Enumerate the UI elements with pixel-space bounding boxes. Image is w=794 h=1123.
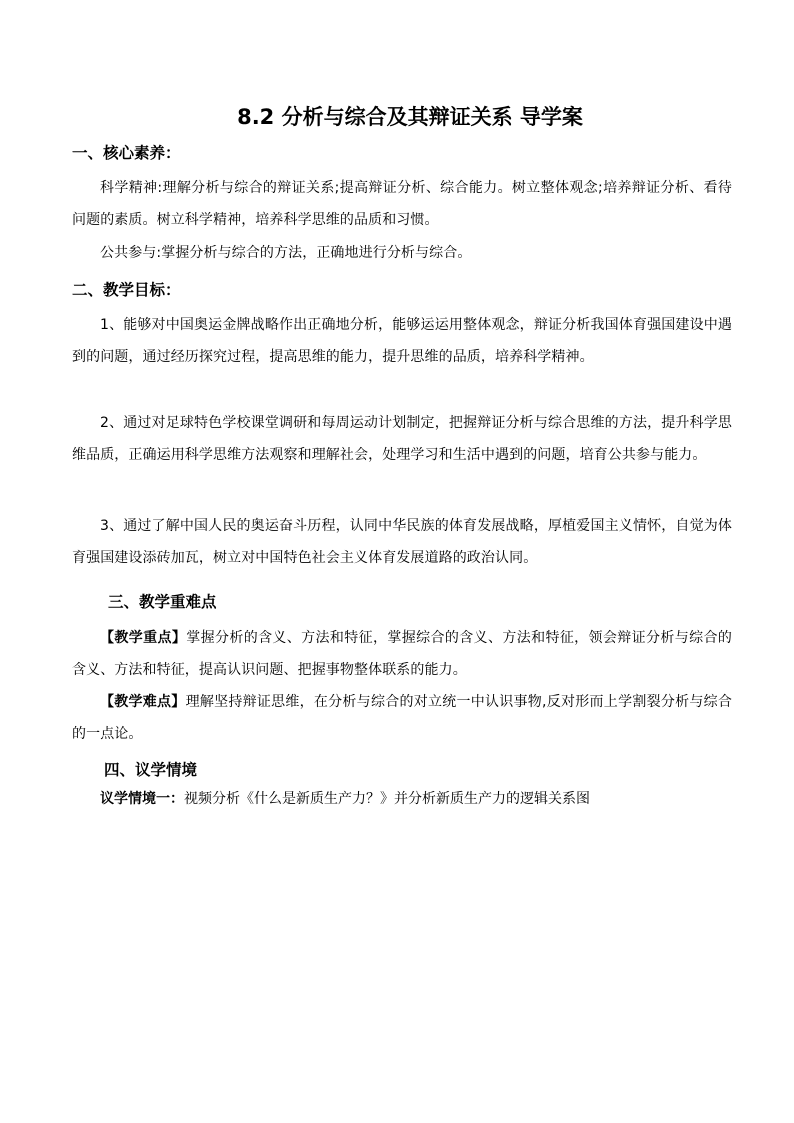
paragraph-difficult-point	[72, 686, 732, 750]
scenario-label: 议学情境一：	[100, 791, 184, 807]
section-heading-core-literacy: 一、核心素养：	[72, 144, 181, 162]
scenario-text: 视频分析《什么是新质生产力？》并分析新质生产力的逻辑关系图	[184, 791, 590, 807]
paragraph-key-point	[72, 622, 732, 686]
key-point-text: 掌握分析的含义、方法和特征，掌握综合的含义、方法和特征，领会辩证分析与综合的含义、方法和特征，提高认识问题、把握事物整体联系的能力。	[72, 630, 732, 678]
section-heading-key-difficult-points: 三、教学重难点	[108, 593, 217, 611]
paragraph-goal-3: 3、通过了解中国人民的奥运奋斗历程，认同中华民族的体育发展战略，厚植爱国主义情怀，自觉为体育强国建设添砖加瓦，树立对中国特色社会主义体育发展道路的政治认同。	[72, 518, 732, 566]
paragraph-goal-1: 1、能够对中国奥运金牌战略作出正确地分析，能够运运用整体观念，辩证分析我国体育强国建设中遇到的问题，通过经历探究过程，提高思维的能力，提升思维的品质，培养科学精神。	[72, 317, 732, 365]
paragraph-goal-2: 2、通过对足球特色学校课堂调研和每周运动计划制定，把握辩证分析与综合思维的方法，提升科学思维品质，正确运用科学思维方法观察和理解社会，处理学习和生活中遇到的问题，培育公共参与能力。	[72, 415, 732, 463]
paragraph-public-participation: 公共参与:掌握分析与综合的方法，正确地进行分析与综合。	[100, 245, 472, 261]
scenario-line	[100, 787, 590, 811]
page-title: 8.2 分析与综合及其辩证关系 导学案	[237, 105, 583, 129]
difficult-point-label: 【教学难点】	[100, 694, 186, 710]
section-heading-discussion-scenario: 四、议学情境	[104, 761, 198, 779]
key-point-label: 【教学重点】	[100, 630, 187, 646]
section-heading-teaching-goals: 二、教学目标：	[72, 281, 181, 299]
difficult-point-text: 理解坚持辩证思维，在分析与综合的对立统一中认识事物,反对形而上学割裂分析与综合的一点论。	[72, 694, 732, 742]
paragraph-scientific-spirit: 科学精神:理解分析与综合的辩证关系;提高辩证分析、综合能力。树立整体观念;培养辩证分析、看待问题的素质。树立科学精神，培养科学思维的品质和习惯。	[72, 180, 732, 228]
